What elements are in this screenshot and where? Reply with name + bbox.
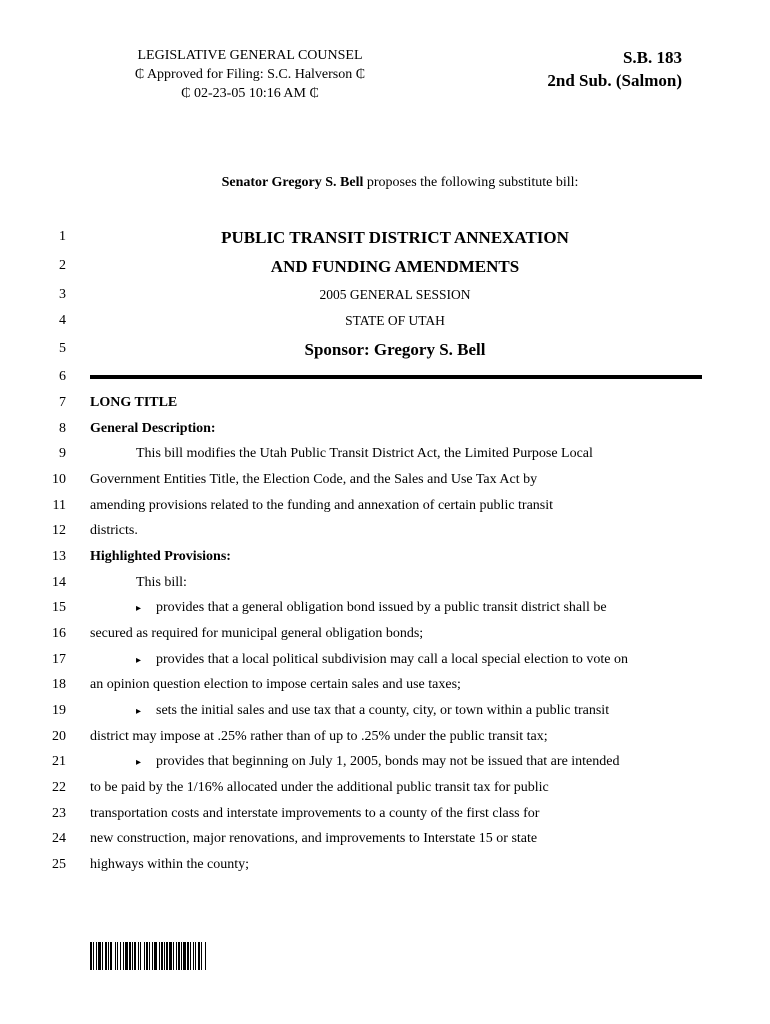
intro-sponsor-name: Senator Gregory S. Bell xyxy=(221,175,364,190)
bullet-icon: ▸ xyxy=(136,603,142,614)
approval-timestamp: ₵ 02-23-05 10:16 AM ₵ xyxy=(181,86,319,101)
provision-item xyxy=(90,754,682,770)
line-number: 21 xyxy=(52,754,66,769)
body-line: to be paid by the 1/16% allocated under the additional public transit tax for public xyxy=(90,780,549,795)
general-description-heading: General Description: xyxy=(90,421,216,436)
bill-number: S.B. 183 xyxy=(622,48,682,67)
line-number: 22 xyxy=(52,780,66,795)
line-number: 25 xyxy=(52,857,66,872)
bill-identifier xyxy=(547,46,682,92)
provision-text: provides that a general obligation bond issued by a public transit district shall be xyxy=(156,600,607,615)
barcode-bar xyxy=(206,942,207,970)
line-number: 7 xyxy=(59,395,66,410)
line-number: 3 xyxy=(59,287,66,302)
intro-text: proposes the following substitute bill: xyxy=(363,175,579,190)
line-number: 10 xyxy=(52,472,66,487)
line-number: 15 xyxy=(52,600,66,615)
line-number: 12 xyxy=(52,523,66,538)
line-number: 2 xyxy=(59,258,66,273)
state-label: STATE OF UTAH xyxy=(345,313,445,328)
provision-text: provides that beginning on July 1, 2005, bonds may not be issued that are intended xyxy=(156,754,620,769)
line-number: 6 xyxy=(59,369,66,384)
line-number: 24 xyxy=(52,831,66,846)
body-line: This bill: xyxy=(136,575,187,590)
line-number: 18 xyxy=(52,677,66,692)
body-line: This bill modifies the Utah Public Transit District Act, the Limited Purpose Local xyxy=(136,446,593,461)
barcode xyxy=(90,942,286,970)
provision-item xyxy=(90,600,682,616)
intro-sentence xyxy=(0,175,770,191)
bullet-icon: ▸ xyxy=(136,706,142,717)
bill-title-line2: AND FUNDING AMENDMENTS xyxy=(270,257,520,276)
line-number: 4 xyxy=(59,313,66,328)
approval-line: ₵ Approved for Filing: S.C. Halverson ₵ xyxy=(134,67,366,82)
bill-title-line1: PUBLIC TRANSIT DISTRICT ANNEXATION xyxy=(221,228,569,247)
line-number: 1 xyxy=(59,229,66,244)
line-number: 8 xyxy=(59,421,66,436)
provision-item xyxy=(90,652,682,668)
line-number: 5 xyxy=(59,341,66,356)
bullet-icon: ▸ xyxy=(136,655,142,666)
provision-item xyxy=(90,703,682,719)
line-number: 13 xyxy=(52,549,66,564)
provision-text: provides that a local political subdivision may call a local special election to vote on xyxy=(156,652,628,667)
session-label: 2005 GENERAL SESSION xyxy=(319,287,471,302)
body-line: amending provisions related to the funding and annexation of certain public transit xyxy=(90,498,554,513)
bullet-icon: ▸ xyxy=(136,757,142,768)
body-line: an opinion question election to impose certain sales and use taxes; xyxy=(90,677,461,692)
approval-stamp xyxy=(90,46,410,103)
line-number: 11 xyxy=(52,498,66,513)
body-line: new construction, major renovations, and improvements to Interstate 15 or state xyxy=(90,831,538,846)
long-title-heading: LONG TITLE xyxy=(90,395,178,410)
line-number: 16 xyxy=(52,626,66,641)
body-line: district may impose at .25% rather than of up to .25% under the public transit tax; xyxy=(90,729,548,744)
body-line: districts. xyxy=(90,523,138,538)
line-number: 17 xyxy=(52,652,66,667)
line-number: 19 xyxy=(52,703,66,718)
line-number: 23 xyxy=(52,806,66,821)
line-number: 14 xyxy=(52,575,66,590)
provision-text: sets the initial sales and use tax that a county, city, or town within a public transit xyxy=(156,703,610,718)
body-line: highways within the county; xyxy=(90,857,250,872)
body-line: transportation costs and interstate improvements to a county of the first class for xyxy=(90,806,540,821)
line-number: 9 xyxy=(59,446,66,461)
body-line: Government Entities Title, the Election Code, and the Sales and Use Tax Act by xyxy=(90,472,538,487)
substitute-label: 2nd Sub. (Salmon) xyxy=(547,71,682,90)
counsel-label: LEGISLATIVE GENERAL COUNSEL xyxy=(137,48,363,63)
title-divider xyxy=(90,375,702,379)
body-line: secured as required for municipal general obligation bonds; xyxy=(90,626,424,641)
highlighted-provisions-heading: Highlighted Provisions: xyxy=(90,549,231,564)
line-number: 20 xyxy=(52,729,66,744)
sponsor-label: Sponsor: Gregory S. Bell xyxy=(304,340,486,359)
